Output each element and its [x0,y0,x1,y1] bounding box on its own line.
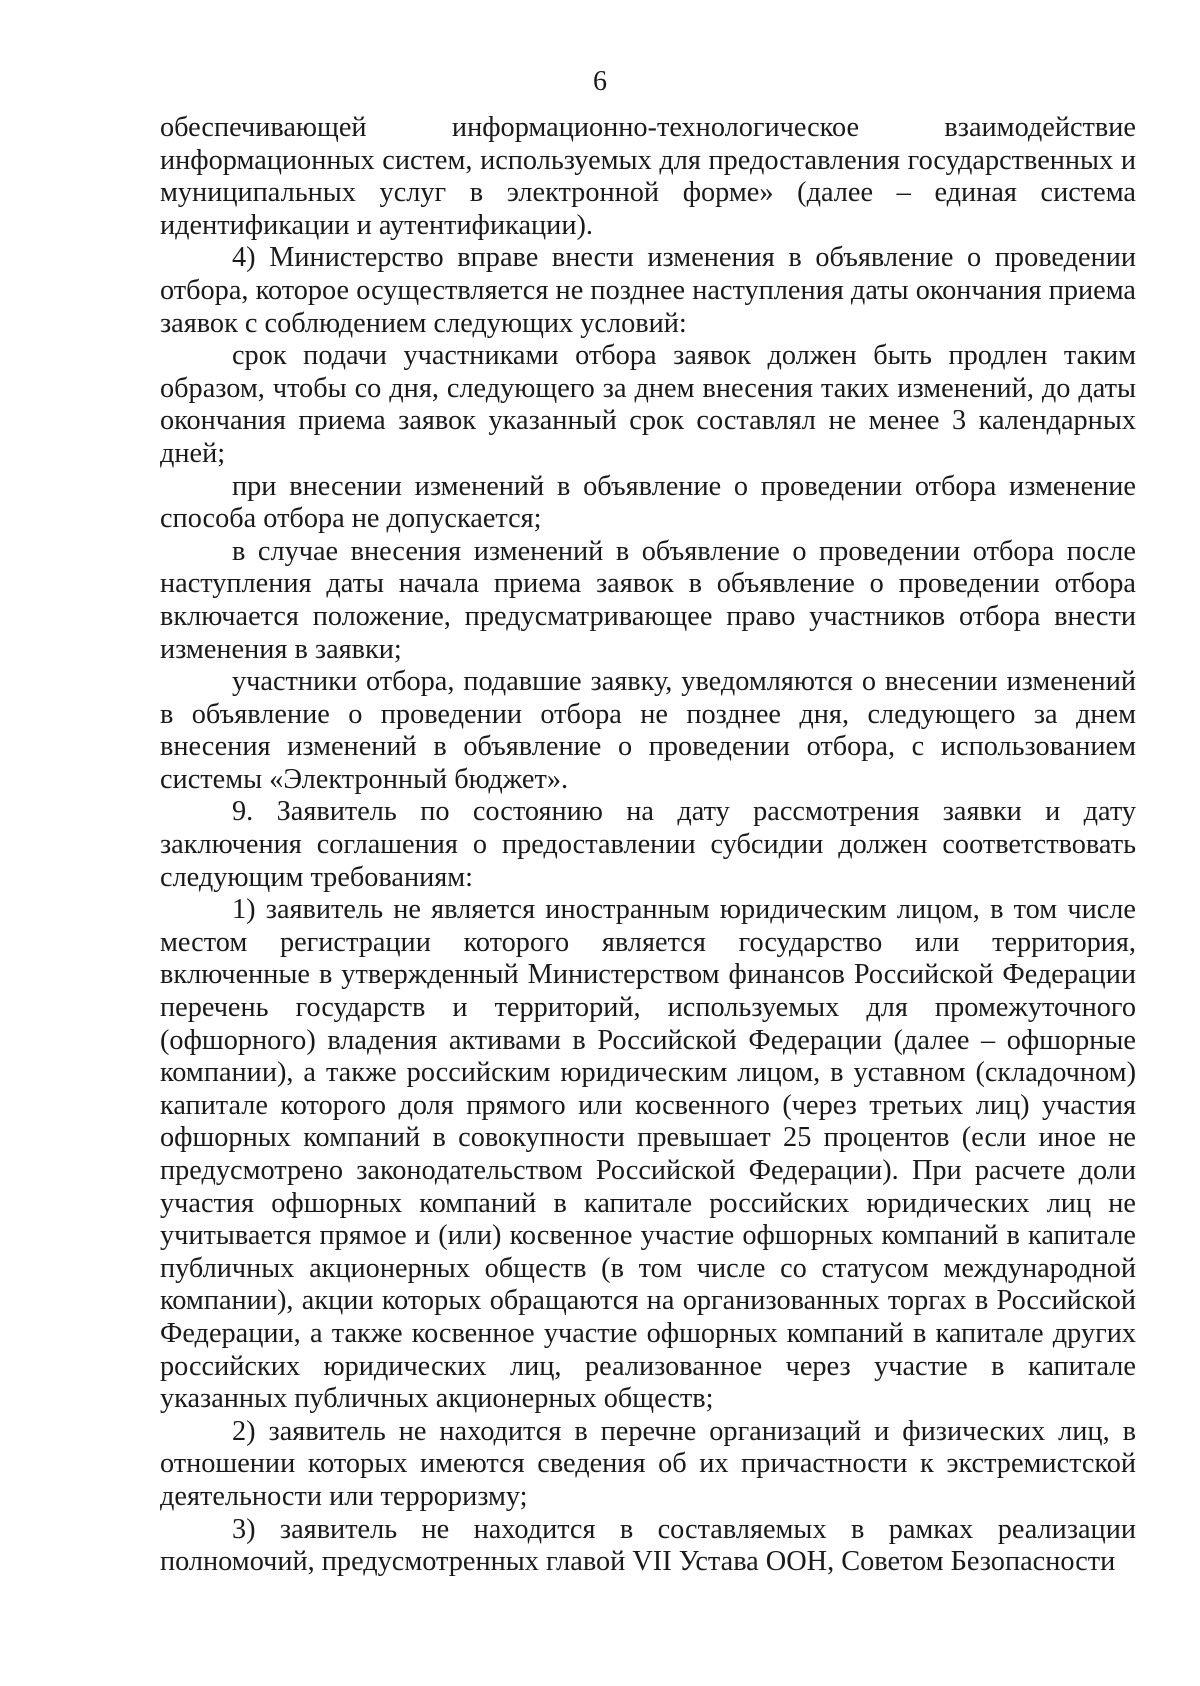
paragraph-participant-notification: участники отбора, подавшие заявку, уведомляются о внесении изменений в объявление о проведении отбора не позднее дня, следующего за днем внесения изменений в объявление о проведении отбора, с использованием системы «Электронный бюджет». [160,666,1136,795]
paragraph-requirement-2: 2) заявитель не находится в перечне организаций и физических лиц, в отношении которых имеются сведения об их причастности к экстремистской деятельности или терроризму; [160,1415,1136,1512]
paragraph-requirement-3: 3) заявитель не находится в составляемых в рамках реализации полномочий, предусмотренных главой VII Устава ООН, Советом Безопасности [160,1513,1136,1578]
paragraph-selection-method: при внесении изменений в объявление о проведении отбора изменение способа отбора не допускается; [160,470,1136,535]
paragraph-requirement-1: 1) заявитель не является иностранным юридическим лицом, в том числе местом регистрации которого является государство или территория, включенные в утвержденный Министерством финансов Российской Федерации перечень государств и территорий, используемых для промежуточного (офшорного) владения активами в Российской Федерации (далее – офшорные компании), а также российским юридическим лицом, в уставном (складочном) капитале которого доля прямого или косвенного (через третьих лиц) участия офшорных компаний в совокупности превышает 25 процентов (если иное не предусмотрено законодательством Российской Федерации). При расчете доли участия офшорных компаний в капитале российских юридических лиц не учитывается прямое и (или) косвенное участие офшорных компаний в капитале публичных акционерных обществ (в том числе со статусом международной компании), акции которых обращаются на организованных торгах в Российской Федерации, а также косвенное участие офшорных компаний в капитале других российских юридических лиц, реализованное через участие в капитале указанных публичных акционерных обществ; [160,894,1136,1415]
paragraph-deadline-extension: срок подачи участниками отбора заявок должен быть продлен таким образом, чтобы со дня, следующего за днем внесения таких изменений, до даты окончания приема заявок указанный срок составлял не менее 3 календарных дней; [160,340,1136,469]
paragraph-application-changes: в случае внесения изменений в объявление о проведении отбора после наступления даты начала приема заявок в объявление о проведении отбора включается положение, предусматривающее право участников отбора внести изменения в заявки; [160,535,1136,665]
page-number: 6 [593,66,607,97]
paragraph-continuation: обеспечивающей информационно-технологическое взаимодействие информационных систем, используемых для предоставления государственных и муниципальных услуг в электронной форме» (далее – единая система идентификации и аутентификации). [160,112,1136,241]
paragraph-section-9: 9. Заявитель по состоянию на дату рассмотрения заявки и дату заключения соглашения о предоставлении субсидии должен соответствовать следующим требованиям: [160,796,1136,893]
document-body [160,112,1136,1579]
paragraph-item-4-changes: 4) Министерство вправе внести изменения в объявление о проведении отбора, которое осуществляется не позднее наступления даты окончания приема заявок с соблюдением следующих условий: [160,242,1136,339]
